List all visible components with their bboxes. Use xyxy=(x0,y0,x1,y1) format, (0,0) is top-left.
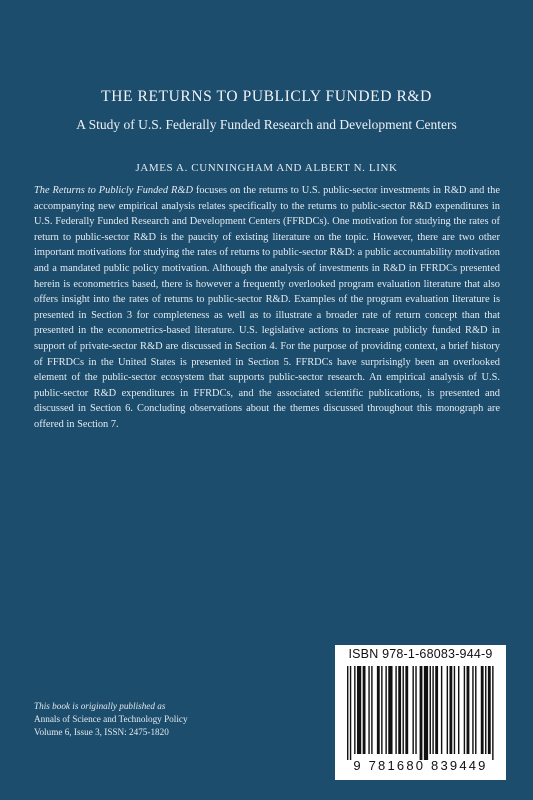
book-abstract xyxy=(34,183,500,433)
book-authors: JAMES A. CUNNINGHAM AND ALBERT N. LINK xyxy=(135,162,398,174)
publication-note: This book is originally published as xyxy=(34,701,166,711)
barcode-icon xyxy=(347,666,495,760)
isbn-barcode-panel xyxy=(335,645,506,780)
journal-details: Volume 6, Issue 3, ISSN: 2475-1820 xyxy=(34,726,169,737)
abstract-book-title: The Returns to Publicly Funded R&D xyxy=(34,185,193,196)
isbn-label: ISBN 978-1-68083-944-9 xyxy=(348,647,493,661)
publication-info xyxy=(34,700,188,738)
abstract-body: focuses on the returns to U.S. public-sector investments in R&D and the accompanying new empirical analysis relates specifically to the returns to public-sector R&D expenditures in U.S. Federally Funded Research and Development Centers (FFRDCs). One motivation for studying the rates of return to public-sector R&D is the paucity of existing literature on the topic. However, there are two other important motivations for studying the rates of returns to public-sector R&D: a public accountability motivation and a mandated public policy motivation. Although the analysis of investments in R&D in FFRDCs presented herein is econometrics based, there is however a frequently overlooked program evaluation literature that also offers insight into the rates of returns to public-sector R&D. Examples of the program evaluation literature is presented in Section 3 for completeness as well as to illustrate a broader rate of return concept than that presented in the econometrics-based literature. U.S. legislative actions to increase publicly funded R&D in support of private-sector R&D are discussed in Section 4. For the purpose of providing context, a brief history of FFRDCs in the United States is presented in Section 5. FFRDCs have surprisingly been an overlooked element of the public-sector ecosystem that supports public-sector research. An empirical analysis of U.S. public-sector R&D expenditures in FFRDCs, and the associated scientific publications, is presented and discussed in Section 6. Concluding observations about the themes discussed throughout this monograph are offered in Section 7. xyxy=(34,185,500,430)
barcode-digits: 9 781680 839449 xyxy=(353,758,488,773)
journal-name: Annals of Science and Technology Policy xyxy=(34,713,188,724)
book-title: THE RETURNS TO PUBLICLY FUNDED R&D xyxy=(101,88,432,105)
book-subtitle: A Study of U.S. Federally Funded Research and Development Centers xyxy=(76,117,457,132)
